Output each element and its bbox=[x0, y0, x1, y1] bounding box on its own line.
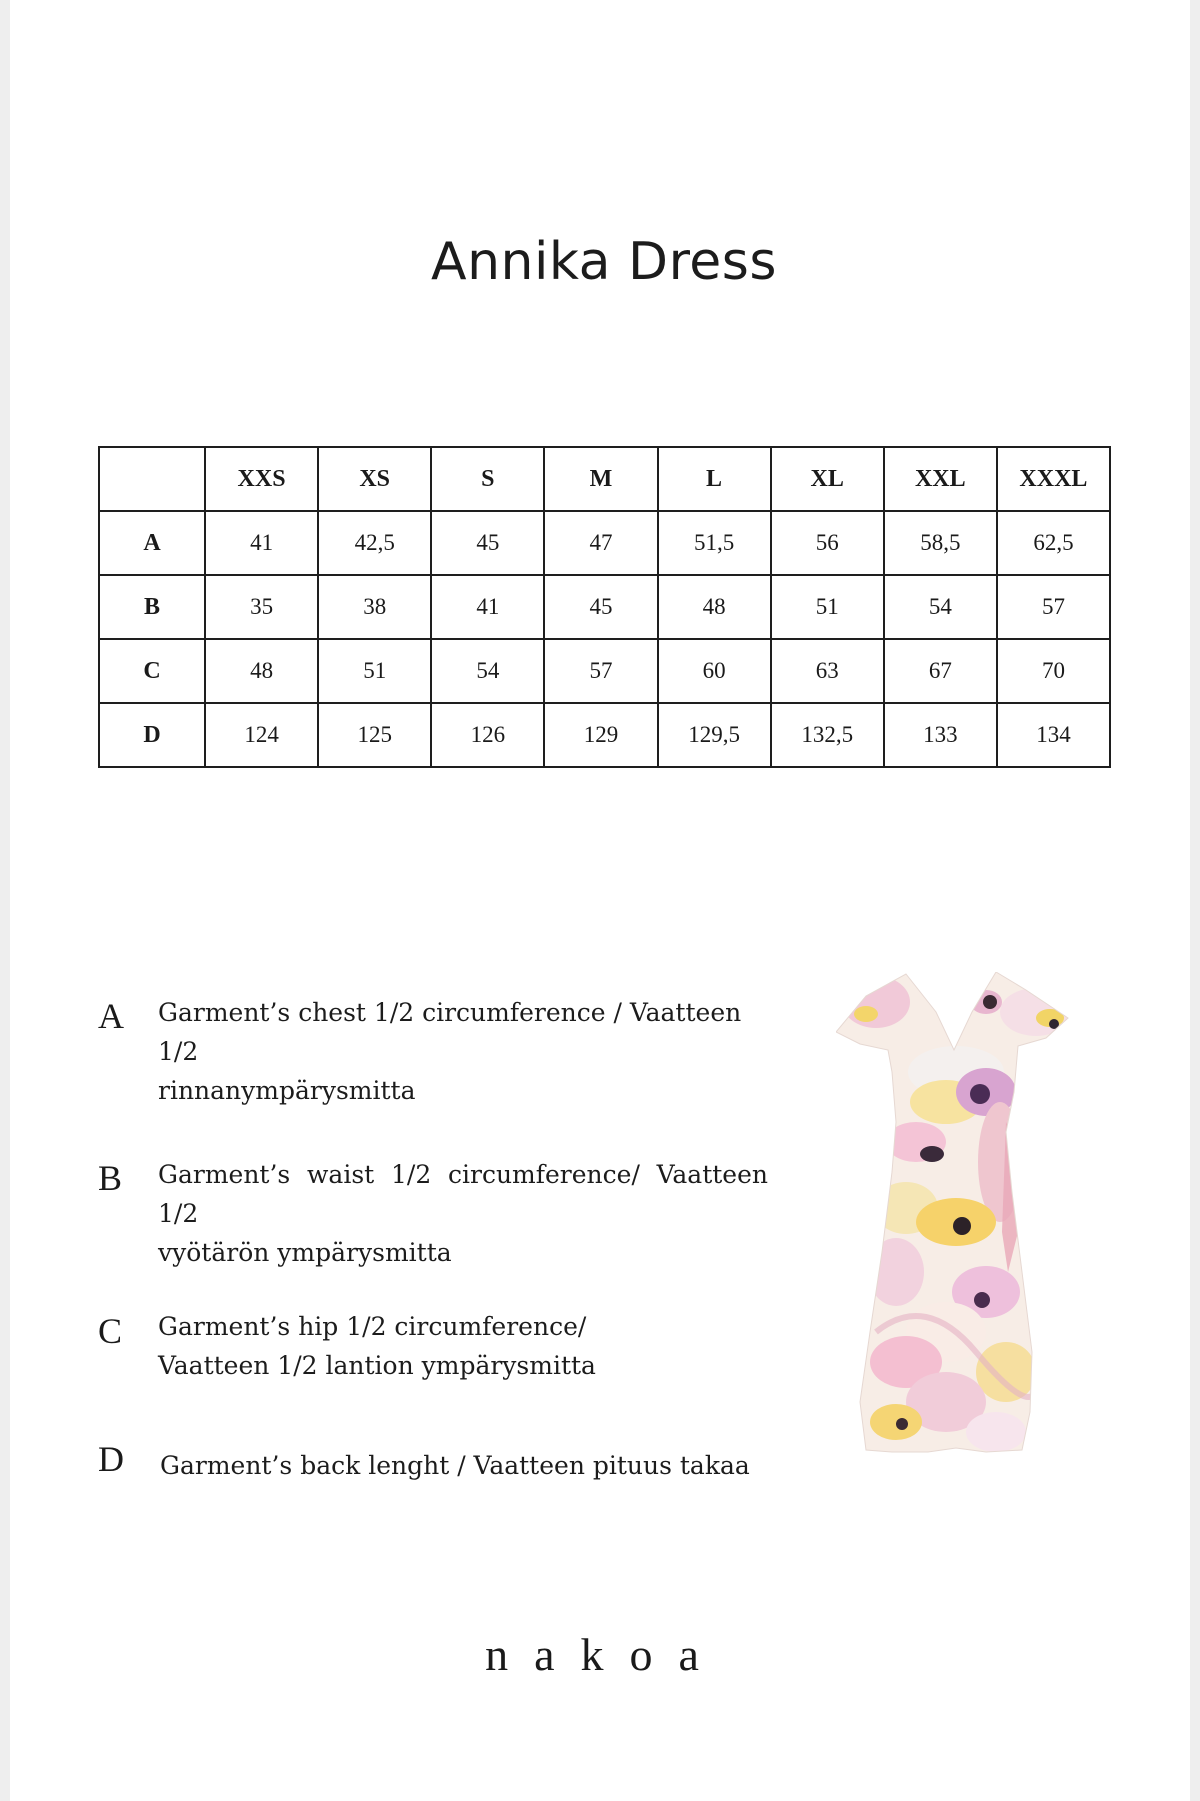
table-cell: 62,5 bbox=[997, 511, 1110, 575]
table-cell: 35 bbox=[205, 575, 318, 639]
table-cell: 56 bbox=[771, 511, 884, 575]
legend-line: vyötärön ympärysmitta bbox=[158, 1238, 452, 1267]
table-header-cell: XXS bbox=[205, 447, 318, 511]
table-cell: 45 bbox=[544, 575, 657, 639]
legend-line: Vaatteen 1/2 lantion ympärysmitta bbox=[158, 1351, 596, 1380]
legend-line: Garment’s back lenght / Vaatteen pituus takaa bbox=[160, 1451, 750, 1480]
table-cell: 54 bbox=[884, 575, 997, 639]
floral-wrap-dress-image bbox=[836, 972, 1076, 1472]
table-cell: 67 bbox=[884, 639, 997, 703]
table-cell: 125 bbox=[318, 703, 431, 767]
legend-line: Garment’s waist 1/2 circumference/ Vaatteen 1/2 bbox=[158, 1160, 768, 1228]
table-cell: 129 bbox=[544, 703, 657, 767]
legend-letter-b: B bbox=[98, 1158, 123, 1198]
row-label: A bbox=[99, 511, 205, 575]
size-guide-page bbox=[10, 0, 1190, 1801]
table-cell: 126 bbox=[431, 703, 544, 767]
table-cell: 63 bbox=[771, 639, 884, 703]
table-header-cell: M bbox=[544, 447, 657, 511]
table-header-cell: L bbox=[658, 447, 771, 511]
legend-text-c bbox=[158, 1307, 768, 1385]
table-cell: 57 bbox=[544, 639, 657, 703]
table-header-cell: XXL bbox=[884, 447, 997, 511]
table-header-cell: XL bbox=[771, 447, 884, 511]
legend-text-d bbox=[160, 1446, 770, 1485]
legend-text-b bbox=[158, 1155, 768, 1272]
row-label: C bbox=[99, 639, 205, 703]
table-cell: 54 bbox=[431, 639, 544, 703]
table-header-cell bbox=[99, 447, 205, 511]
table-cell: 132,5 bbox=[771, 703, 884, 767]
table-cell: 48 bbox=[658, 575, 771, 639]
row-label: D bbox=[99, 703, 205, 767]
table-header-row bbox=[99, 447, 1110, 511]
table-cell: 57 bbox=[997, 575, 1110, 639]
table-cell: 70 bbox=[997, 639, 1110, 703]
table-cell: 51 bbox=[318, 639, 431, 703]
legend-line: Garment’s hip 1/2 circumference/ bbox=[158, 1312, 587, 1341]
table-cell: 41 bbox=[205, 511, 318, 575]
table-cell: 45 bbox=[431, 511, 544, 575]
page-title: Annika Dress bbox=[431, 232, 777, 292]
table-cell: 47 bbox=[544, 511, 657, 575]
table-row bbox=[99, 575, 1110, 639]
legend-text-a bbox=[158, 993, 768, 1110]
table-row bbox=[99, 639, 1110, 703]
row-label: B bbox=[99, 575, 205, 639]
table-cell: 124 bbox=[205, 703, 318, 767]
table-cell: 38 bbox=[318, 575, 431, 639]
legend-line: Garment’s chest 1/2 circumference / Vaatteen 1/2 bbox=[158, 998, 742, 1066]
brand-logo: nakoa bbox=[485, 1629, 725, 1680]
legend-letter-a: A bbox=[98, 996, 124, 1036]
table-row bbox=[99, 703, 1110, 767]
size-table bbox=[98, 446, 1111, 768]
table-cell: 58,5 bbox=[884, 511, 997, 575]
table-cell: 133 bbox=[884, 703, 997, 767]
table-cell: 51 bbox=[771, 575, 884, 639]
table-header-cell: XS bbox=[318, 447, 431, 511]
legend-letter-c: C bbox=[98, 1311, 123, 1351]
table-cell: 48 bbox=[205, 639, 318, 703]
table-row bbox=[99, 511, 1110, 575]
table-header-cell: XXXL bbox=[997, 447, 1110, 511]
table-header-cell: S bbox=[431, 447, 544, 511]
table-cell: 129,5 bbox=[658, 703, 771, 767]
legend-letter-d: D bbox=[98, 1439, 124, 1479]
table-cell: 41 bbox=[431, 575, 544, 639]
legend-line: rinnanympärysmitta bbox=[158, 1076, 416, 1105]
table-cell: 42,5 bbox=[318, 511, 431, 575]
table-cell: 60 bbox=[658, 639, 771, 703]
table-cell: 134 bbox=[997, 703, 1110, 767]
table-cell: 51,5 bbox=[658, 511, 771, 575]
